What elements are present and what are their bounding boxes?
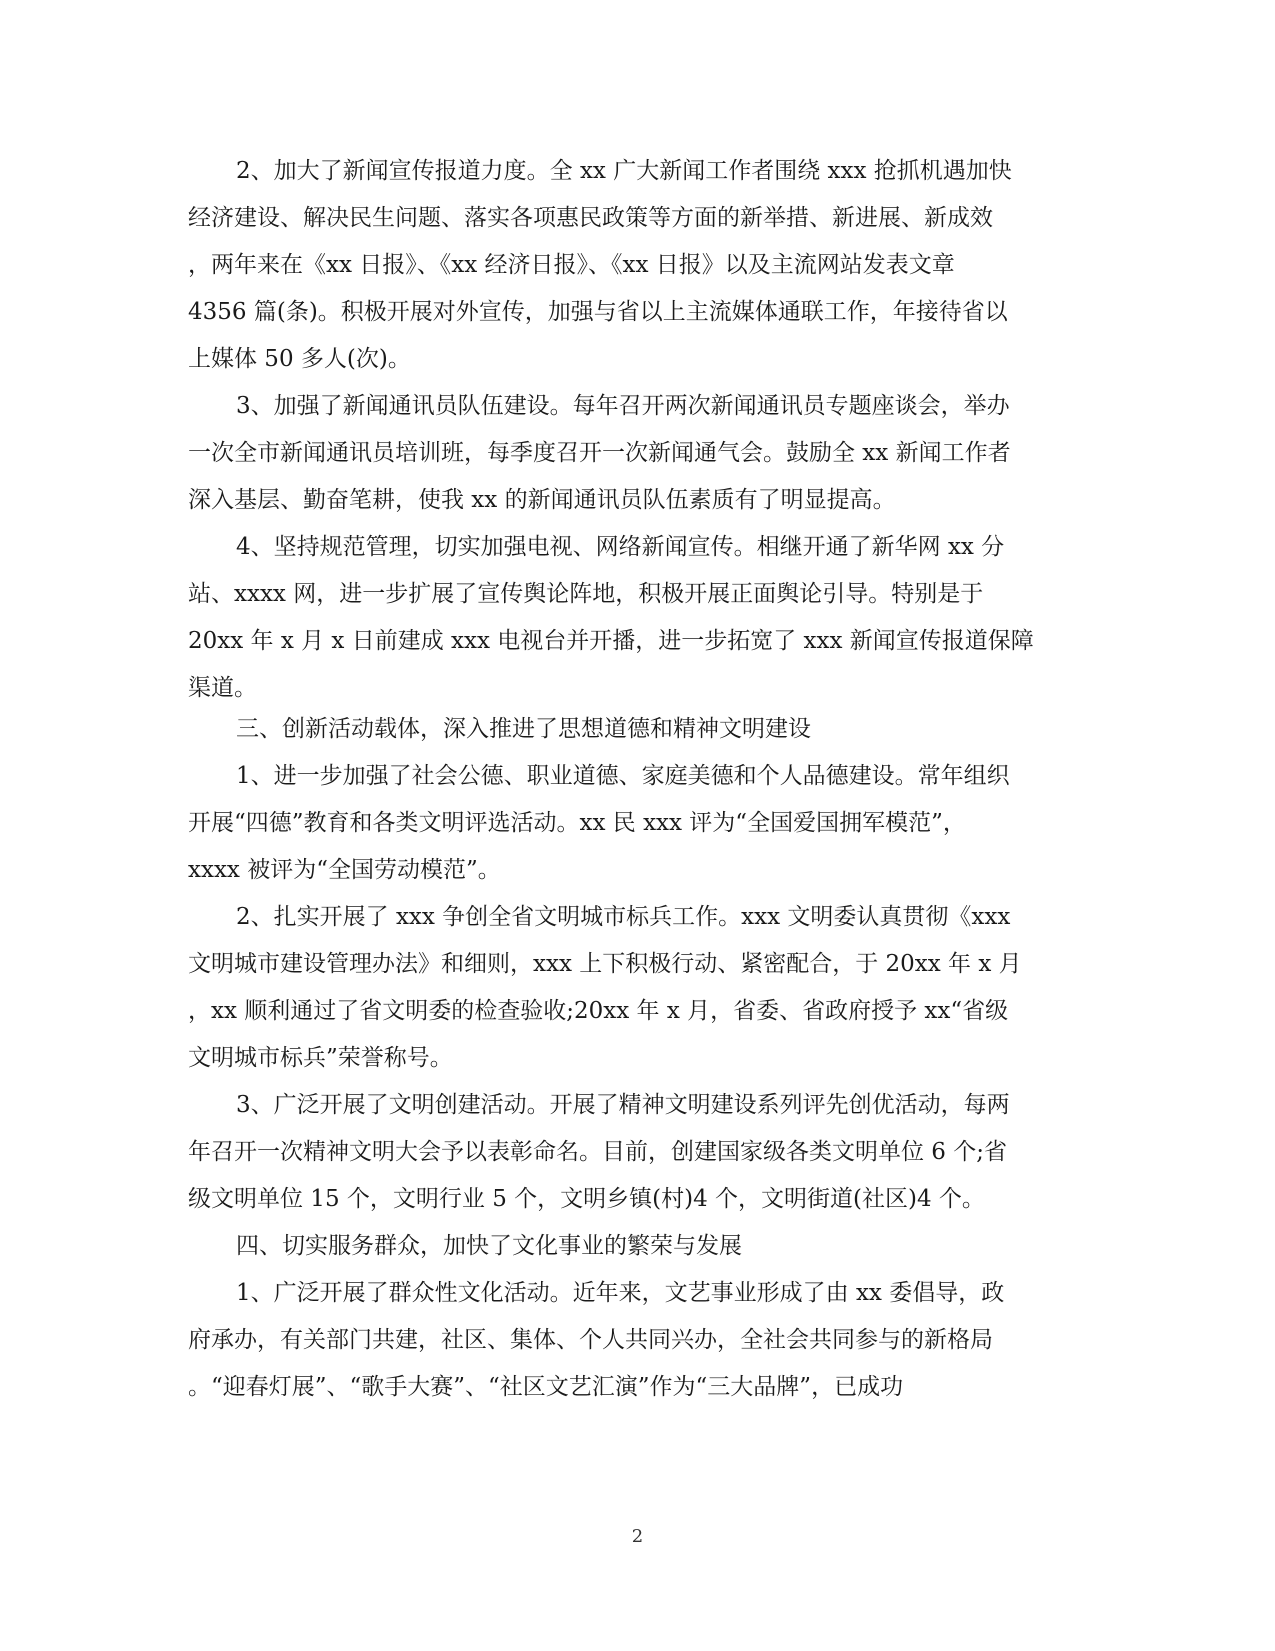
text-line: 。“迎春灯展”、“歌手大赛”、“社区文艺汇演”作为“三大品牌”，已成功 (188, 1374, 904, 1400)
text-line: 1、广泛开展了群众性文化活动。近年来，文艺事业形成了由 xx 委倡导，政 (236, 1280, 1005, 1306)
text-line: 站、xxxx 网，进一步扩展了宣传舆论阵地，积极开展正面舆论引导。特别是于 (188, 581, 984, 607)
text-line: ，两年来在《xx 日报》、《xx 经济日报》、《xx 日报》以及主流网站发表文章 (188, 252, 955, 278)
text-line: 1、进一步加强了社会公德、职业道德、家庭美德和个人品德建设。常年组织 (236, 763, 1010, 789)
page-number: 2 (631, 1526, 644, 1547)
text-line: 深入基层、勤奋笔耕，使我 xx 的新闻通讯员队伍素质有了明显提高。 (188, 487, 896, 513)
text-line: 开展“四德”教育和各类文明评选活动。xx 民 xxx 评为“全国爱国拥军模范”， (188, 810, 966, 836)
text-line: ，xx 顺利通过了省文明委的检查验收;20xx 年 x 月，省委、省政府授予 xx“省级 (188, 998, 1009, 1024)
text-line: 3、广泛开展了文明创建活动。开展了精神文明建设系列评先创优活动，每两 (236, 1092, 1010, 1118)
text-line: xxxx 被评为“全国劳动模范”。 (188, 857, 501, 883)
text-line: 3、加强了新闻通讯员队伍建设。每年召开两次新闻通讯员专题座谈会，举办 (236, 393, 1010, 419)
section-heading: 三、创新活动载体，深入推进了思想道德和精神文明建设 (236, 716, 811, 742)
section-heading: 四、切实服务群众，加快了文化事业的繁荣与发展 (236, 1233, 742, 1259)
text-line: 文明城市建设管理办法》和细则，xxx 上下积极行动、紧密配合，于 20xx 年 x 月 (188, 951, 1022, 977)
text-line: 4356 篇(条)。积极开展对外宣传，加强与省以上主流媒体通联工作，年接待省以 (188, 299, 1008, 325)
text-line: 文明城市标兵”荣誉称号。 (188, 1045, 453, 1071)
text-line: 经济建设、解决民生问题、落实各项惠民政策等方面的新举措、新进展、新成效 (188, 205, 993, 231)
text-line: 2、加大了新闻宣传报道力度。全 xx 广大新闻工作者围绕 xxx 抢抓机遇加快 (236, 158, 1012, 184)
text-line: 20xx 年 x 月 x 日前建成 xxx 电视台并开播，进一步拓宽了 xxx 新闻宣传报道保障 (188, 628, 1034, 654)
text-line: 府承办，有关部门共建，社区、集体、个人共同兴办，全社会共同参与的新格局 (188, 1327, 993, 1353)
text-line: 2、扎实开展了 xxx 争创全省文明城市标兵工作。xxx 文明委认真贯彻《xxx (236, 904, 1011, 930)
text-line: 年召开一次精神文明大会予以表彰命名。目前，创建国家级各类文明单位 6 个;省 (188, 1139, 1008, 1165)
text-line: 一次全市新闻通讯员培训班，每季度召开一次新闻通气会。鼓励全 xx 新闻工作者 (188, 440, 1011, 466)
text-line: 上媒体 50 多人(次)。 (188, 346, 411, 372)
text-line: 渠道。 (188, 675, 257, 701)
text-line: 级文明单位 15 个，文明行业 5 个，文明乡镇(村)4 个，文明街道(社区)4 个。 (188, 1186, 985, 1212)
text-line: 4、坚持规范管理，切实加强电视、网络新闻宣传。相继开通了新华网 xx 分 (236, 534, 1005, 560)
